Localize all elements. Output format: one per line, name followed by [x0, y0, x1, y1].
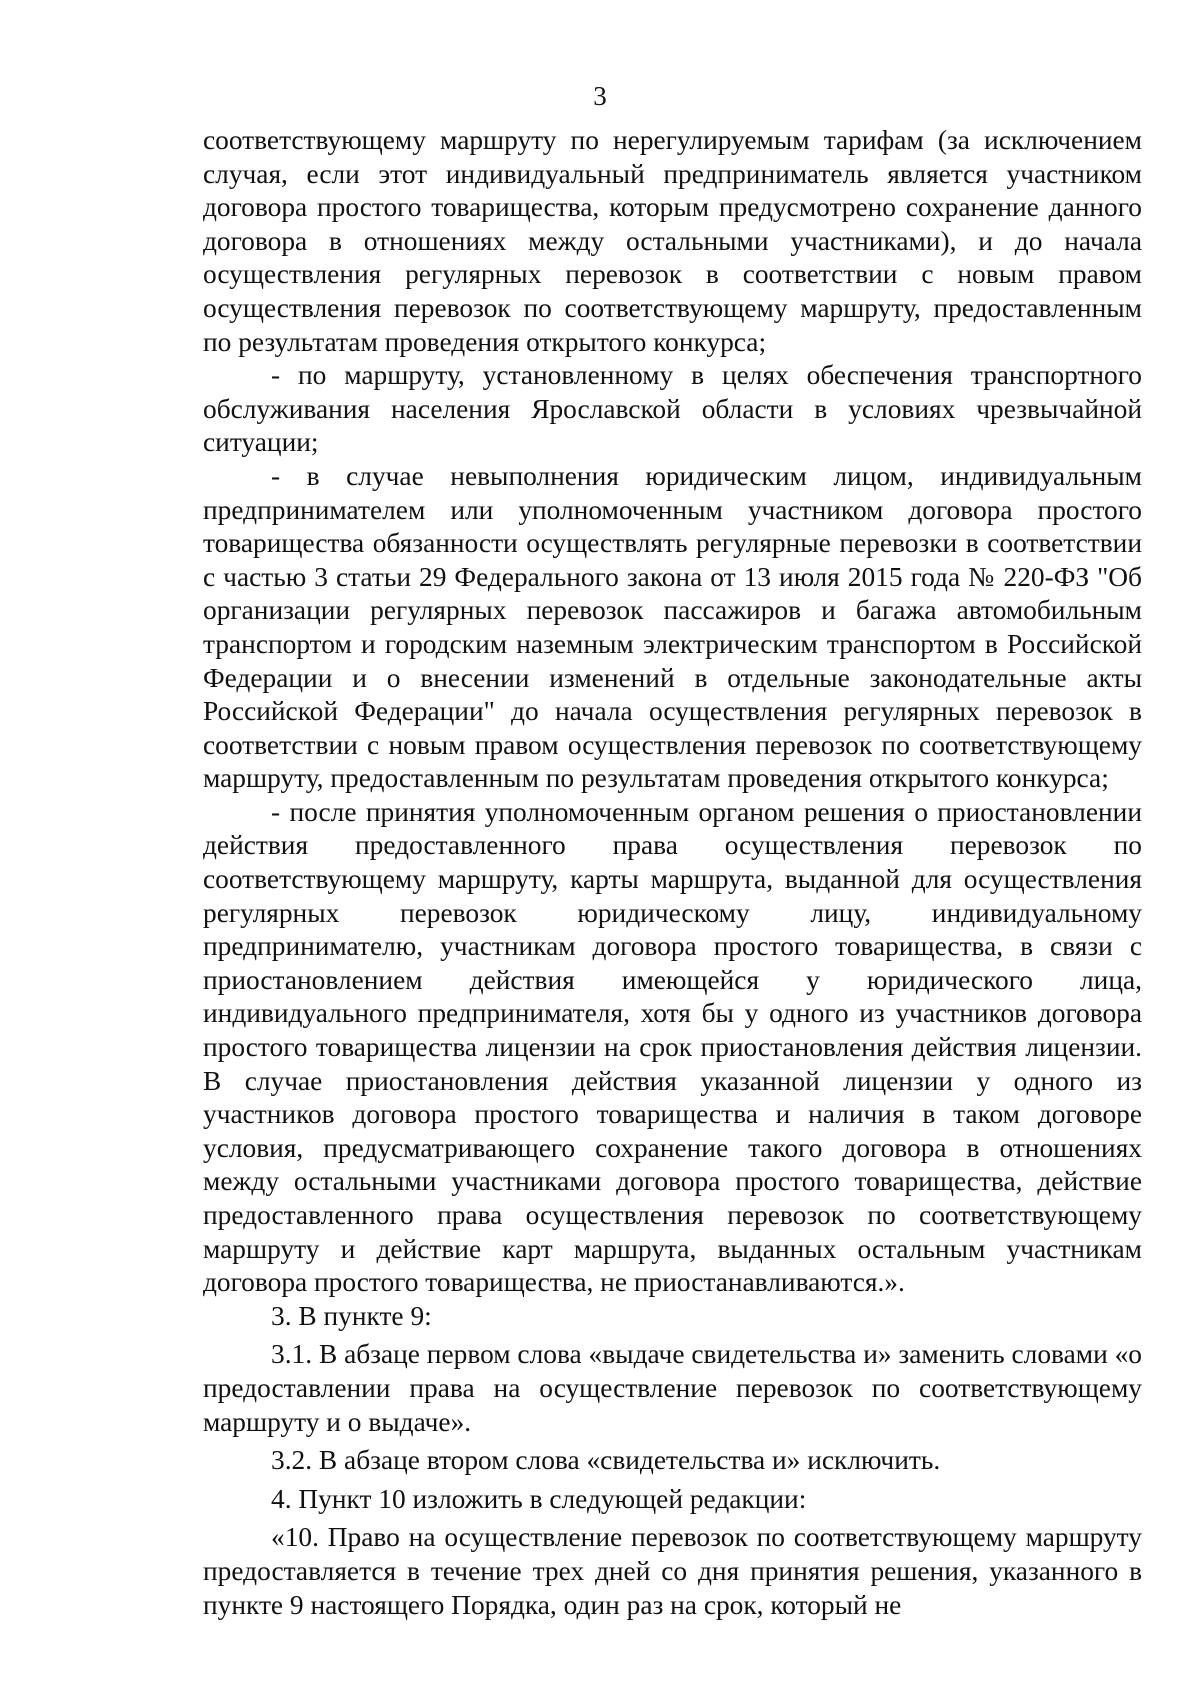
paragraph-item-10: «10. Право на осуществление перевозок по соответствующему маршруту предоставляется в течение трех дней со дня принятия решения, указанного в пункте 9 настоящего Порядка, один раз на срок, который не — [203, 1522, 1142, 1620]
paragraph-emergency-route: - по маршруту, установленному в целях обеспечения транспортного обслуживания населения Ярославской области в условиях чрезвычайной ситуации; — [203, 360, 1142, 458]
paragraph-item-3-2: 3.2. В абзаце втором слова «свидетельства и» исключить. — [271, 1445, 941, 1476]
paragraph-continuation: соответствующему маршруту по нерегулируемым тарифам (за исключением случая, если этот индивидуальный предприниматель является участником договора простого товарищества, которым предусмотрено сохранение данного договора в отношениях между остальными участниками), и до начала осуществления регулярных перевозок в соответствии с новым правом осуществления перевозок по соответствующему маршруту, предоставленным по результатам проведения открытого конкурса; — [203, 125, 1142, 357]
paragraph-item-4: 4. Пункт 10 изложить в следующей редакции: — [271, 1483, 807, 1514]
paragraph-suspension: - после принятия уполномоченным органом решения о приостановлении действия предоставленного права осуществления перевозок по соответствующему маршруту, карты маршрута, выданной для осуществления регулярных перевозок юридическому лицу, индивидуальному предпринимателю, участникам договора простого товарищества, в связи с приостановлением действия имеющейся у юридического лица, индивидуального предпринимателя, хотя бы у одного из участников договора простого товарищества лицензии на срок приостановления действия лицензии. В случае приостановления действия указанной лицензии у одного из участников договора простого товарищества и наличия в таком договоре условия, предусматривающего сохранение такого договора в отношениях между остальными участниками договора простого товарищества, действие предоставленного права осуществления перевозок по соответствующему маршруту и действие карт маршрута, выданных остальным участникам договора простого товарищества, не приостанавливаются.». — [203, 796, 1142, 1298]
page-number: 3 — [593, 81, 607, 111]
document-body — [203, 124, 1142, 1622]
paragraph-non-fulfillment: - в случае невыполнения юридическим лицом, индивидуальным предпринимателем или уполномоченным участником договора простого товарищества обязанности осуществлять регулярные перевозки в соответствии с частью 3 статьи 29 Федерального закона от 13 июля 2015 года № 220-ФЗ "Об организации регулярных перевозок пассажиров и багажа автомобильным транспортом и городским наземным электрическим транспортом в Российской Федерации и о внесении изменений в отдельные законодательные акты Российской Федерации" до начала осуществления регулярных перевозок в соответствии с новым правом осуществления перевозок по соответствующему маршруту, предоставленным по результатам проведения открытого конкурса; — [203, 460, 1142, 794]
paragraph-item-3: 3. В пункте 9: — [271, 1300, 432, 1331]
paragraph-item-3-1: 3.1. В абзаце первом слова «выдаче свидетельства и» заменить словами «о предоставлении права на осуществление перевозок по соответствующему маршруту и о выдаче». — [203, 1339, 1142, 1437]
